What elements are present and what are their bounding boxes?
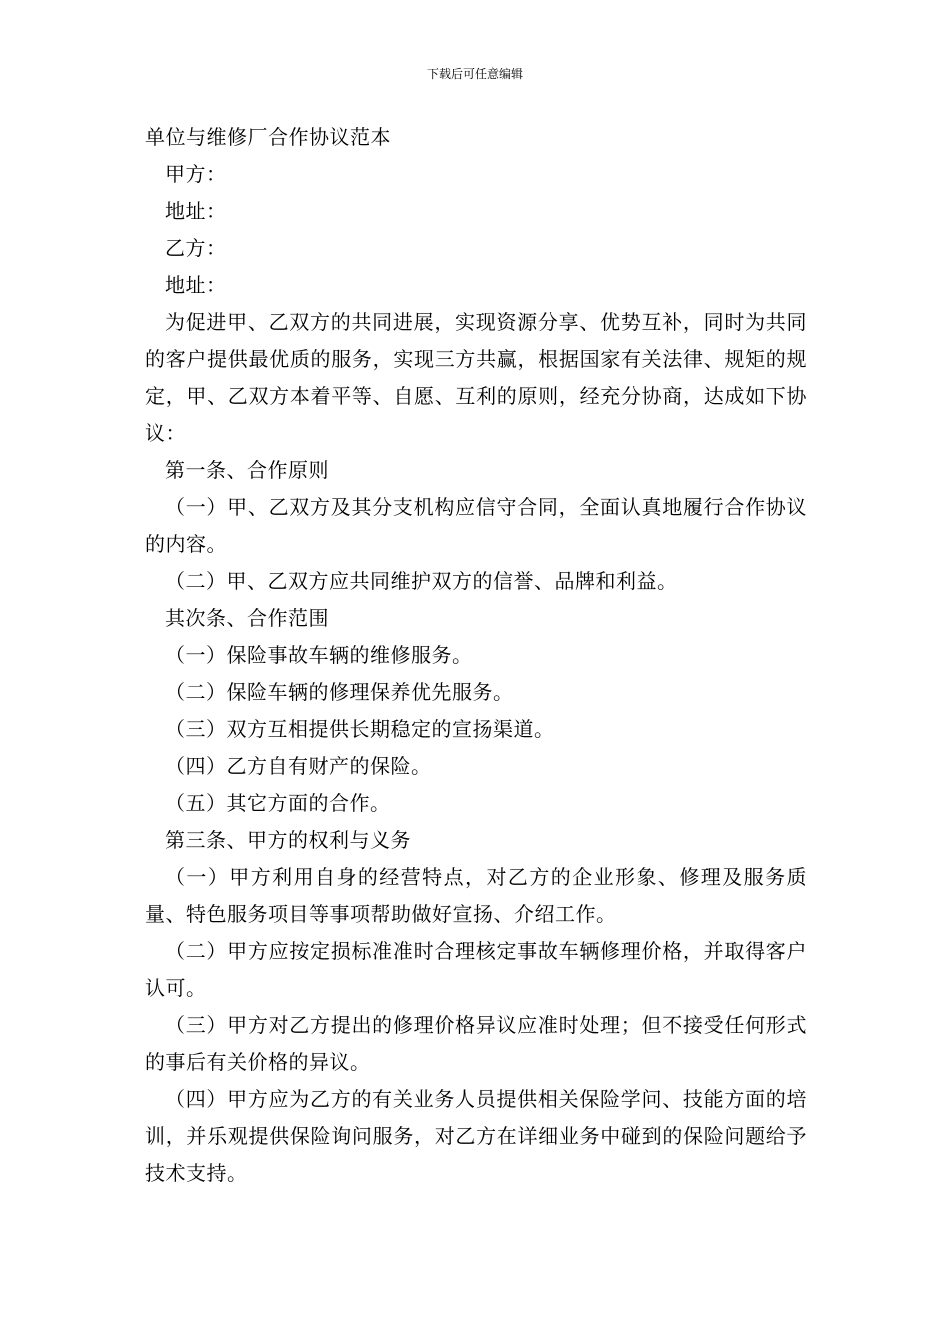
article-2-item-1: （一）保险事故车辆的维修服务。 <box>165 643 473 667</box>
article-1-heading: 第一条、合作原则 <box>165 458 329 482</box>
article-1-item-1: （一）甲、乙双方及其分支机构应信守合同，全面认真地履行合作协议的内容。 <box>145 495 807 556</box>
article-3-item-2: （二）甲方应按定损标准准时合理核定事故车辆修理价格，并取得客户认可。 <box>145 939 807 1000</box>
page-header-note: 下载后可任意编辑 <box>426 67 523 81</box>
article-2-item-5: （五）其它方面的合作。 <box>165 791 391 815</box>
article-2-item-3: （三）双方互相提供长期稳定的宣扬渠道。 <box>165 717 555 741</box>
document-title: 单位与维修厂合作协议范本 <box>145 125 391 149</box>
party-b-address-label: 地址： <box>165 273 227 297</box>
article-2-item-4: （四）乙方自有财产的保险。 <box>165 754 432 778</box>
party-b-label: 乙方： <box>165 236 227 260</box>
party-a-label: 甲方： <box>165 162 227 186</box>
article-3-item-4: （四）甲方应为乙方的有关业务人员提供相关保险学问、技能方面的培训，并乐观提供保险询问服务，对乙方在详细业务中碰到的保险问题给予技术支持。 <box>145 1087 807 1185</box>
article-3-heading: 第三条、甲方的权利与义务 <box>165 828 411 852</box>
article-2-item-2: （二）保险车辆的修理保养优先服务。 <box>165 680 514 704</box>
party-a-address-label: 地址： <box>165 199 227 223</box>
article-2-heading: 其次条、合作范围 <box>165 606 329 630</box>
preamble-paragraph: 为促进甲、乙双方的共同进展，实现资源分享、优势互补，同时为共同的客户提供最优质的服务，实现三方共赢，根据国家有关法律、规矩的规定，甲、乙双方本着平等、自愿、互利的原则，经充分协商，达成如下协议： <box>145 310 807 445</box>
article-3-item-1: （一）甲方利用自身的经营特点，对乙方的企业形象、修理及服务质量、特色服务项目等事项帮助做好宣扬、介绍工作。 <box>145 865 807 926</box>
article-1-item-2: （二）甲、乙双方应共同维护双方的信誉、品牌和利益。 <box>165 569 678 593</box>
article-3-item-3: （三）甲方对乙方提出的修理价格异议应准时处理；但不接受任何形式的事后有关价格的异议。 <box>145 1013 807 1074</box>
document-body <box>145 119 807 1192</box>
